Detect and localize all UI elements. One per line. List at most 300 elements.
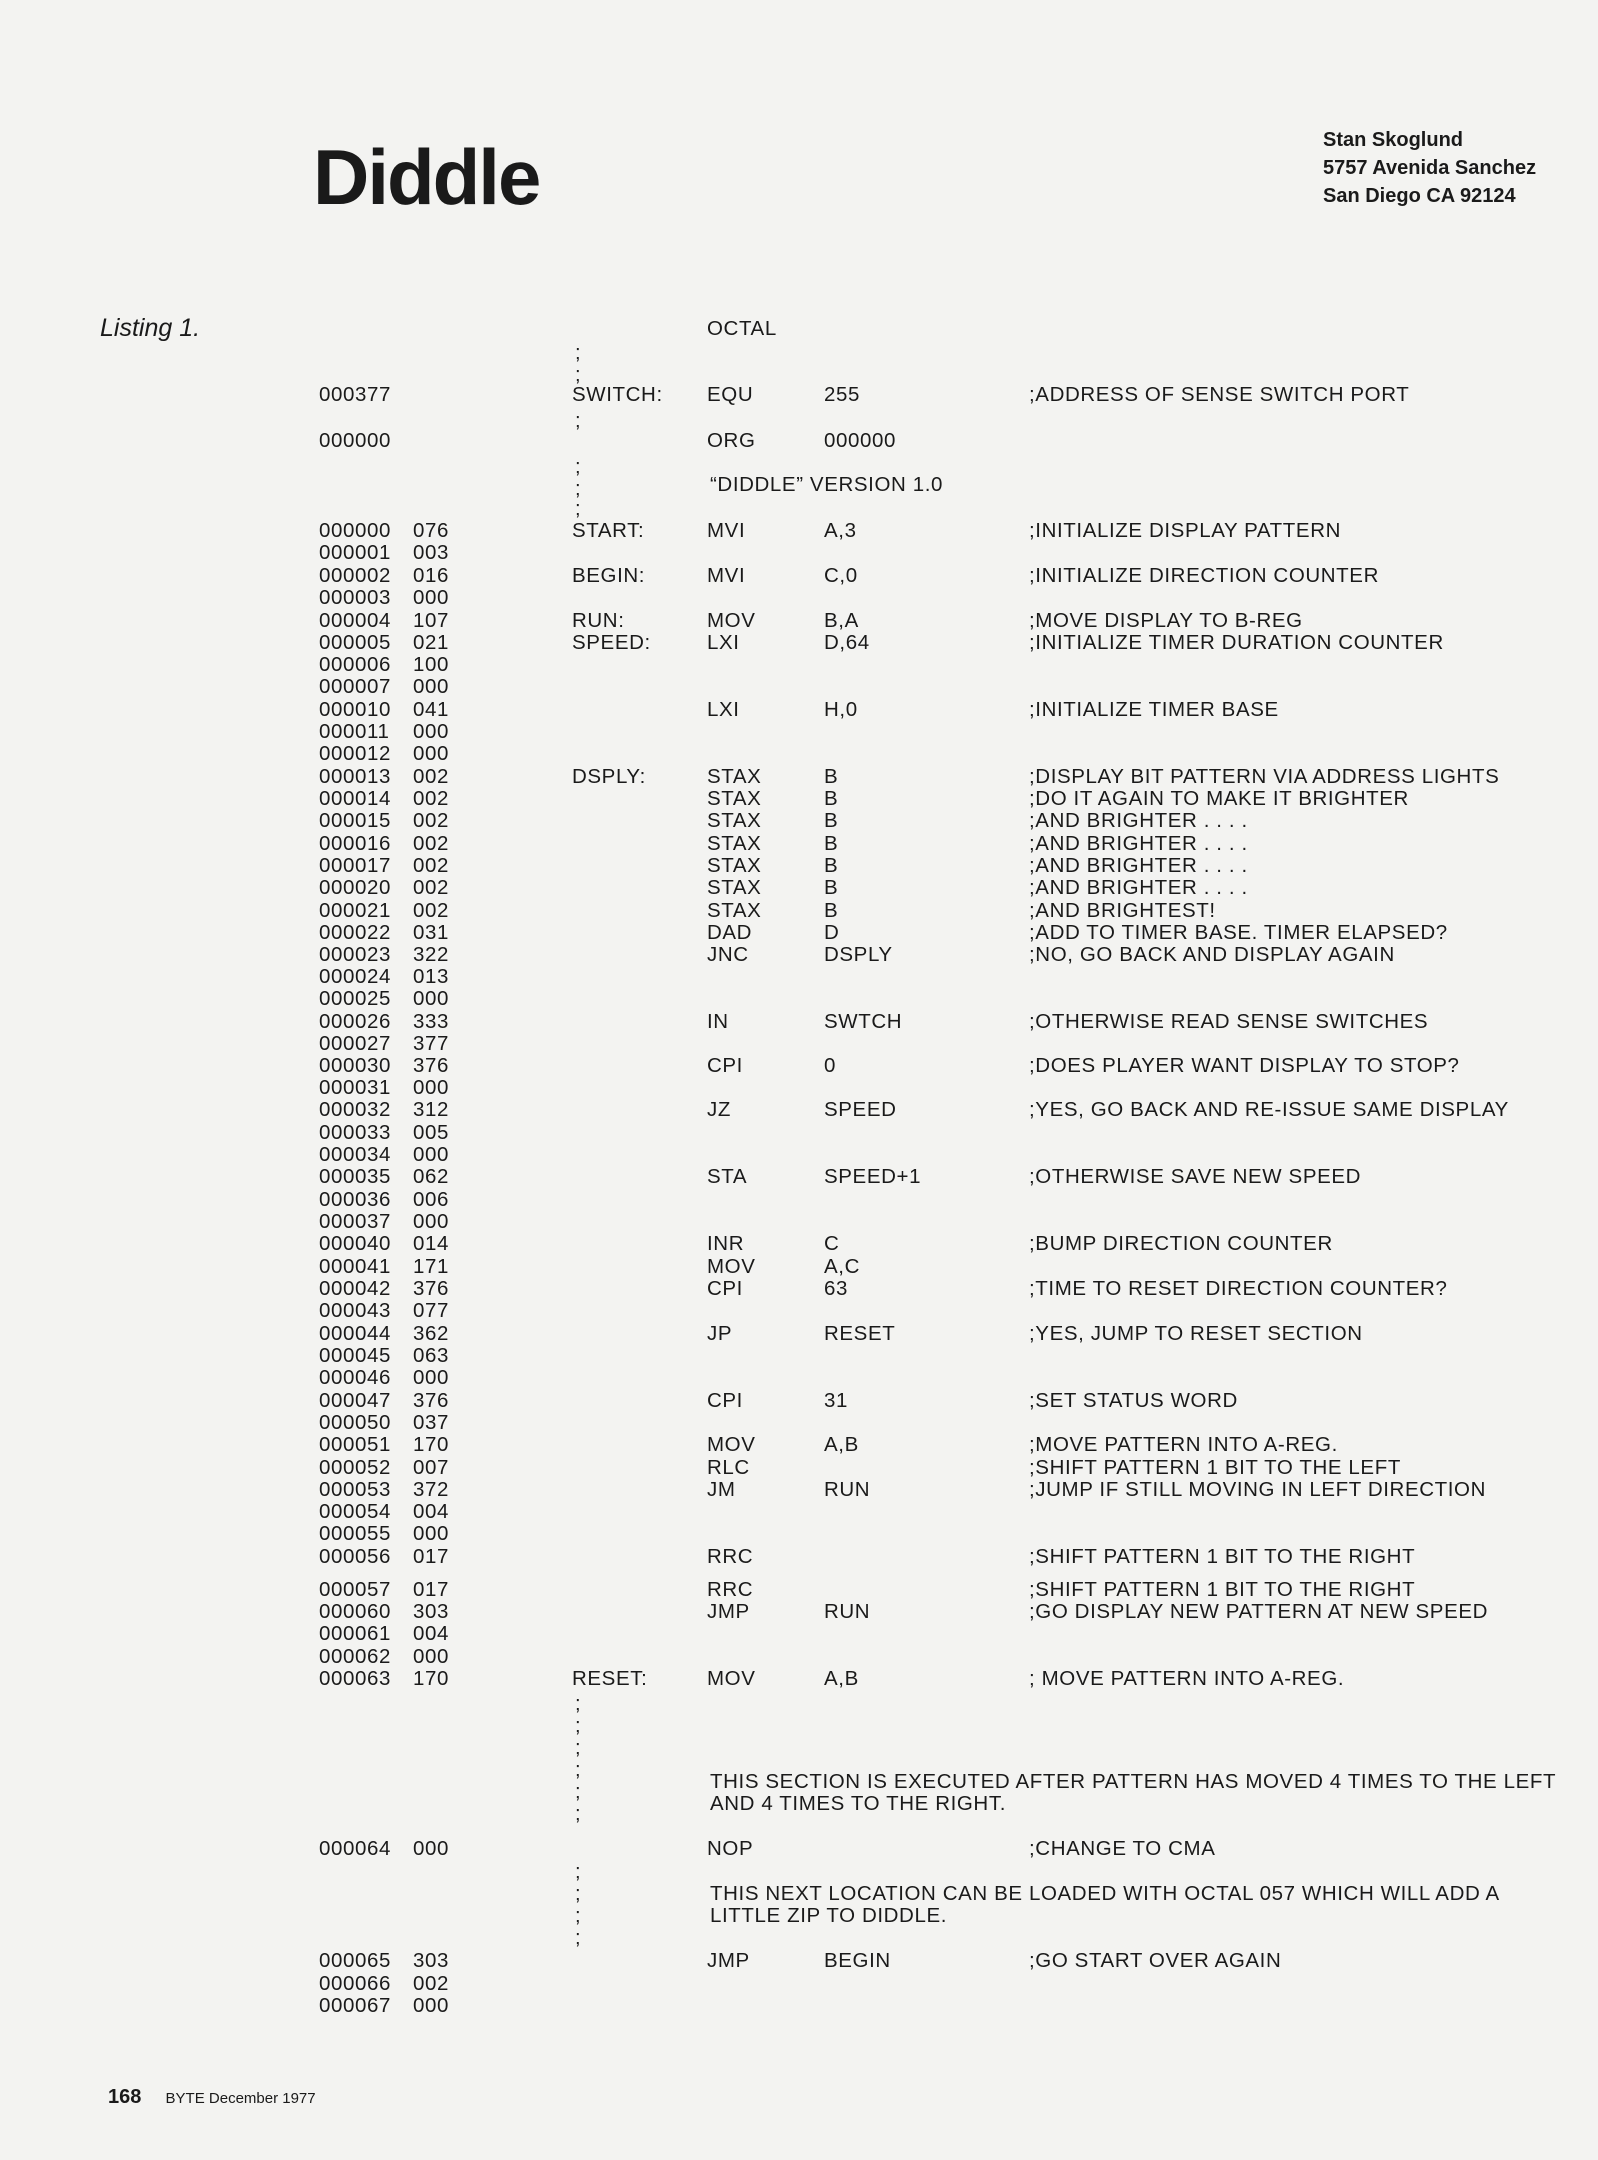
octal-code: 322: [413, 943, 450, 966]
address: 000033: [319, 1121, 392, 1144]
comment-marker: ;: [575, 1737, 581, 1759]
operand: C,0: [824, 564, 858, 587]
opcode: STAX: [707, 787, 762, 810]
comment: ;YES, GO BACK AND RE-ISSUE SAME DISPLAY: [1029, 1098, 1509, 1121]
address: 000061: [319, 1622, 392, 1645]
octal-code: 000: [413, 1210, 450, 1233]
octal-code: 000: [413, 1366, 450, 1389]
comment: ;INITIALIZE TIMER BASE: [1029, 698, 1279, 721]
comment-marker: ;: [575, 1803, 581, 1825]
octal-code: 002: [413, 854, 450, 877]
octal-code: 000: [413, 1645, 450, 1668]
operand: SWTCH: [824, 1010, 903, 1033]
address: 000017: [319, 854, 392, 877]
operand: SPEED+1: [824, 1165, 922, 1188]
operand: 31: [824, 1389, 849, 1412]
address: 000003: [319, 586, 392, 609]
operand: B: [824, 809, 839, 832]
comment: ;AND BRIGHTER . . . .: [1029, 876, 1248, 899]
address: 000040: [319, 1232, 392, 1255]
listing-line: [0, 721, 1598, 743]
listing-line: [0, 1950, 1598, 1972]
author-city: San Diego CA 92124: [1323, 185, 1516, 207]
address: 000042: [319, 1277, 392, 1300]
listing-line: [0, 833, 1598, 855]
opcode: STAX: [707, 832, 762, 855]
operand: 255: [824, 383, 861, 406]
address: 000057: [319, 1578, 392, 1601]
label: SWITCH:: [572, 383, 663, 406]
operand: 000000: [824, 429, 897, 452]
listing-line: [0, 520, 1598, 542]
comment-marker: ;: [575, 410, 581, 432]
label: DSPLY:: [572, 765, 646, 788]
octal-code: 002: [413, 876, 450, 899]
listing-line: [0, 788, 1598, 810]
address: 000015: [319, 809, 392, 832]
octal-code: 002: [413, 787, 450, 810]
comment: ;AND BRIGHTER . . . .: [1029, 809, 1248, 832]
operand: BEGIN: [824, 1949, 891, 1972]
listing-line: [0, 1323, 1598, 1345]
comment: ;SHIFT PATTERN 1 BIT TO THE RIGHT: [1029, 1545, 1416, 1568]
octal-code: 107: [413, 609, 450, 632]
octal-code: 002: [413, 899, 450, 922]
article-title: Diddle: [313, 133, 540, 221]
listing-line: [0, 565, 1598, 587]
opcode: LXI: [707, 698, 740, 721]
address: 000022: [319, 921, 392, 944]
address: 000046: [319, 1366, 392, 1389]
octal-code: 016: [413, 564, 450, 587]
comment-marker: ;: [575, 498, 581, 520]
comment: ;INITIALIZE TIMER DURATION COUNTER: [1029, 631, 1444, 654]
address: 000031: [319, 1076, 392, 1099]
address: 000013: [319, 765, 392, 788]
octal-code: 000: [413, 742, 450, 765]
comment: ;AND BRIGHTEST!: [1029, 899, 1216, 922]
octal-code: 312: [413, 1098, 450, 1121]
listing-line: [0, 1345, 1598, 1367]
address: 000041: [319, 1255, 392, 1278]
listing-line: [0, 1189, 1598, 1211]
opcode: MOV: [707, 1255, 756, 1278]
address: 000027: [319, 1032, 392, 1055]
opcode: RLC: [707, 1456, 750, 1479]
address: 000377: [319, 383, 392, 406]
address: 000007: [319, 675, 392, 698]
address: 000050: [319, 1411, 392, 1434]
operand: B: [824, 832, 839, 855]
comment-marker: ;: [575, 1693, 581, 1715]
address: 000047: [319, 1389, 392, 1412]
listing-line: [0, 1601, 1598, 1623]
octal-code: 002: [413, 765, 450, 788]
listing-line: [0, 877, 1598, 899]
listing-line: [0, 1122, 1598, 1144]
octal-code: 171: [413, 1255, 450, 1278]
operand: B: [824, 854, 839, 877]
listing-line: [0, 1077, 1598, 1099]
listing-line: [0, 1838, 1598, 1860]
listing-line: [0, 1278, 1598, 1300]
address: 000024: [319, 965, 392, 988]
octal-code: 007: [413, 1456, 450, 1479]
opcode: CPI: [707, 1389, 743, 1412]
opcode: IN: [707, 1010, 729, 1033]
octal-code: 002: [413, 809, 450, 832]
address: 000006: [319, 653, 392, 676]
comment: ;SET STATUS WORD: [1029, 1389, 1238, 1412]
operand: C: [824, 1232, 840, 1255]
listing-line: [0, 1457, 1598, 1479]
comment-marker: ;: [575, 1927, 581, 1949]
author-name: Stan Skoglund: [1323, 129, 1463, 151]
octal-code: 014: [413, 1232, 450, 1255]
listing-caption: Listing 1.: [100, 314, 201, 342]
comment-marker: ;: [575, 1759, 581, 1781]
octal-code: 004: [413, 1500, 450, 1523]
octal-code: 170: [413, 1667, 450, 1690]
octal-code: 362: [413, 1322, 450, 1345]
address: 000052: [319, 1456, 392, 1479]
comment: ;MOVE PATTERN INTO A-REG.: [1029, 1433, 1338, 1456]
octal-code: 017: [413, 1578, 450, 1601]
address: 000002: [319, 564, 392, 587]
address: 000005: [319, 631, 392, 654]
opcode: MVI: [707, 564, 746, 587]
address: 000000: [319, 429, 392, 452]
opcode: STA: [707, 1165, 748, 1188]
comment-marker: ;: [575, 478, 581, 500]
listing-line: [0, 1055, 1598, 1077]
listing-line: [0, 1501, 1598, 1523]
page-footer: [108, 2086, 316, 2109]
octal-code: 372: [413, 1478, 450, 1501]
octal-code: 002: [413, 1972, 450, 1995]
address: 000056: [319, 1545, 392, 1568]
opcode: DAD: [707, 921, 753, 944]
address: 000026: [319, 1010, 392, 1033]
listing-line: [0, 1973, 1598, 1995]
listing-line: [0, 944, 1598, 966]
listing-line: [0, 966, 1598, 988]
octal-code: 063: [413, 1344, 450, 1367]
comment: ;SHIFT PATTERN 1 BIT TO THE RIGHT: [1029, 1578, 1416, 1601]
comment-marker: ;: [575, 1781, 581, 1803]
octal-directive: OCTAL: [707, 317, 777, 340]
octal-code: 041: [413, 698, 450, 721]
listing-line: [0, 766, 1598, 788]
opcode: STAX: [707, 854, 762, 877]
comment: ;TIME TO RESET DIRECTION COUNTER?: [1029, 1277, 1448, 1300]
octal-code: 077: [413, 1299, 450, 1322]
operand: B: [824, 876, 839, 899]
listing-line: [0, 384, 1598, 406]
octal-code: 303: [413, 1949, 450, 1972]
operand: 63: [824, 1277, 849, 1300]
comment-marker: ;: [575, 364, 581, 386]
label: START:: [572, 519, 645, 542]
operand: A,B: [824, 1667, 859, 1690]
comment: ;DOES PLAYER WANT DISPLAY TO STOP?: [1029, 1054, 1460, 1077]
address: 000016: [319, 832, 392, 855]
operand: B: [824, 899, 839, 922]
listing-line: [0, 1646, 1598, 1668]
opcode: MVI: [707, 519, 746, 542]
operand: A,C: [824, 1255, 860, 1278]
listing-line: [0, 1434, 1598, 1456]
address: 000030: [319, 1054, 392, 1077]
octal-code: 100: [413, 653, 450, 676]
label: RESET:: [572, 1667, 648, 1690]
octal-code: 076: [413, 519, 450, 542]
listing-line: [0, 1412, 1598, 1434]
zip-note: THIS NEXT LOCATION CAN BE LOADED WITH OCTAL 057 WHICH WILL ADD A LITTLE ZIP TO DIDDLE.: [710, 1882, 1499, 1928]
operand: B: [824, 787, 839, 810]
octal-code: 376: [413, 1277, 450, 1300]
octal-code: 000: [413, 1143, 450, 1166]
comment-marker: ;: [575, 456, 581, 478]
operand: B: [824, 765, 839, 788]
octal-code: 377: [413, 1032, 450, 1055]
octal-code: 000: [413, 1994, 450, 2017]
opcode: JNC: [707, 943, 749, 966]
listing-line: [0, 1300, 1598, 1322]
opcode: JMP: [707, 1949, 750, 1972]
listing-line: [0, 1546, 1598, 1568]
comment: ;OTHERWISE SAVE NEW SPEED: [1029, 1165, 1362, 1188]
octal-code: 000: [413, 586, 450, 609]
operand: D: [824, 921, 840, 944]
listing-line: [0, 1995, 1598, 2017]
comment-marker: ;: [575, 1715, 581, 1737]
comment-marker: ;: [575, 1883, 581, 1905]
address: 000035: [319, 1165, 392, 1188]
comment: ;GO DISPLAY NEW PATTERN AT NEW SPEED: [1029, 1600, 1489, 1623]
address: 000020: [319, 876, 392, 899]
publication-info: BYTE December 1977: [165, 2090, 316, 2107]
listing-line: [0, 632, 1598, 654]
opcode: JMP: [707, 1600, 750, 1623]
opcode: LXI: [707, 631, 740, 654]
address: 000067: [319, 1994, 392, 2017]
operand: 0: [824, 1054, 837, 1077]
address: 000066: [319, 1972, 392, 1995]
listing-line: [0, 1211, 1598, 1233]
opcode: RRC: [707, 1578, 754, 1601]
listing-line: [0, 1166, 1598, 1188]
listing-line: [0, 810, 1598, 832]
comment: ;ADDRESS OF SENSE SWITCH PORT: [1029, 383, 1410, 406]
address: 000055: [319, 1522, 392, 1545]
octal-code: 000: [413, 987, 450, 1010]
opcode: STAX: [707, 765, 762, 788]
opcode: STAX: [707, 899, 762, 922]
listing-line: [0, 654, 1598, 676]
listing-line: [0, 610, 1598, 632]
octal-code: 037: [413, 1411, 450, 1434]
page-number: 168: [108, 2086, 142, 2108]
address: 000062: [319, 1645, 392, 1668]
octal-code: 000: [413, 675, 450, 698]
listing-line: [0, 1099, 1598, 1121]
octal-code: 017: [413, 1545, 450, 1568]
octal-code: 333: [413, 1010, 450, 1033]
listing-line: [0, 1033, 1598, 1055]
section-note: THIS SECTION IS EXECUTED AFTER PATTERN HAS MOVED 4 TIMES TO THE LEFT AND 4 TIMES TO THE RIGHT.: [710, 1770, 1556, 1816]
label: RUN:: [572, 609, 625, 632]
comment: ;NO, GO BACK AND DISPLAY AGAIN: [1029, 943, 1395, 966]
octal-code: 000: [413, 1076, 450, 1099]
address: 000060: [319, 1600, 392, 1623]
listing-line: [0, 430, 1598, 452]
address: 000053: [319, 1478, 392, 1501]
listing-line: [0, 1367, 1598, 1389]
address: 000012: [319, 742, 392, 765]
opcode: ORG: [707, 429, 756, 452]
address: 000034: [319, 1143, 392, 1166]
address: 000065: [319, 1949, 392, 1972]
comment: ;AND BRIGHTER . . . .: [1029, 854, 1248, 877]
operand: A,B: [824, 1433, 859, 1456]
author-street: 5757 Avenida Sanchez: [1323, 157, 1537, 179]
comment: ;DO IT AGAIN TO MAKE IT BRIGHTER: [1029, 787, 1409, 810]
address: 000001: [319, 541, 392, 564]
label: SPEED:: [572, 631, 651, 654]
comment-marker: ;: [575, 342, 581, 364]
address: 000000: [319, 519, 392, 542]
comment: ;INITIALIZE DISPLAY PATTERN: [1029, 519, 1341, 542]
comment: ;OTHERWISE READ SENSE SWITCHES: [1029, 1010, 1429, 1033]
listing-line: [0, 1668, 1598, 1690]
opcode: CPI: [707, 1277, 743, 1300]
opcode: JZ: [707, 1098, 731, 1121]
address: 000021: [319, 899, 392, 922]
opcode: RRC: [707, 1545, 754, 1568]
comment: ;INITIALIZE DIRECTION COUNTER: [1029, 564, 1379, 587]
octal-code: 003: [413, 541, 450, 564]
octal-code: 005: [413, 1121, 450, 1144]
comment: ;BUMP DIRECTION COUNTER: [1029, 1232, 1333, 1255]
listing-line: [0, 1256, 1598, 1278]
address: 000032: [319, 1098, 392, 1121]
address: 000037: [319, 1210, 392, 1233]
opcode: INR: [707, 1232, 745, 1255]
listing-line: [0, 900, 1598, 922]
listing-line: [0, 1579, 1598, 1601]
opcode: NOP: [707, 1837, 754, 1860]
address: 000054: [319, 1500, 392, 1523]
address: 000025: [319, 987, 392, 1010]
octal-code: 031: [413, 921, 450, 944]
listing-line: [0, 542, 1598, 564]
address: 000004: [319, 609, 392, 632]
opcode: MOV: [707, 1433, 756, 1456]
opcode: STAX: [707, 876, 762, 899]
address: 000043: [319, 1299, 392, 1322]
operand: RUN: [824, 1600, 871, 1623]
octal-code: 006: [413, 1188, 450, 1211]
listing-line: [0, 699, 1598, 721]
operand: RESET: [824, 1322, 896, 1345]
listing-line: [0, 855, 1598, 877]
octal-code: 021: [413, 631, 450, 654]
label: BEGIN:: [572, 564, 646, 587]
opcode: CPI: [707, 1054, 743, 1077]
opcode: MOV: [707, 1667, 756, 1690]
octal-directive-row: [0, 318, 1598, 340]
version-line: “DIDDLE” VERSION 1.0: [710, 473, 943, 496]
octal-code: 062: [413, 1165, 450, 1188]
listing-line: [0, 1144, 1598, 1166]
octal-code: 004: [413, 1622, 450, 1645]
comment: ;YES, JUMP TO RESET SECTION: [1029, 1322, 1363, 1345]
comment: ;DISPLAY BIT PATTERN VIA ADDRESS LIGHTS: [1029, 765, 1500, 788]
listing-line: [0, 1523, 1598, 1545]
listing-line: [0, 1011, 1598, 1033]
operand: DSPLY: [824, 943, 893, 966]
address: 000023: [319, 943, 392, 966]
comment: ;ADD TO TIMER BASE. TIMER ELAPSED?: [1029, 921, 1448, 944]
comment: ; MOVE PATTERN INTO A-REG.: [1029, 1667, 1345, 1690]
comment: ;SHIFT PATTERN 1 BIT TO THE LEFT: [1029, 1456, 1401, 1479]
address: 000045: [319, 1344, 392, 1367]
address: 000063: [319, 1667, 392, 1690]
listing-line: [0, 743, 1598, 765]
listing-line: [0, 1233, 1598, 1255]
operand: D,64: [824, 631, 870, 654]
octal-code: 376: [413, 1389, 450, 1412]
comment: ;AND BRIGHTER . . . .: [1029, 832, 1248, 855]
address: 000044: [319, 1322, 392, 1345]
listing-line: [0, 1390, 1598, 1412]
comment: ;GO START OVER AGAIN: [1029, 1949, 1282, 1972]
octal-code: 303: [413, 1600, 450, 1623]
address: 000051: [319, 1433, 392, 1456]
octal-code: 002: [413, 832, 450, 855]
listing-line: [0, 676, 1598, 698]
comment: ;JUMP IF STILL MOVING IN LEFT DIRECTION: [1029, 1478, 1486, 1501]
comment: ;MOVE DISPLAY TO B-REG: [1029, 609, 1303, 632]
octal-code: 170: [413, 1433, 450, 1456]
operand: A,3: [824, 519, 857, 542]
address: 000036: [319, 1188, 392, 1211]
operand: H,0: [824, 698, 858, 721]
listing-line: [0, 922, 1598, 944]
operand: RUN: [824, 1478, 871, 1501]
opcode: JM: [707, 1478, 736, 1501]
listing-line: [0, 1479, 1598, 1501]
octal-code: 000: [413, 720, 450, 743]
comment-marker: ;: [575, 1905, 581, 1927]
opcode: EQU: [707, 383, 754, 406]
octal-code: 376: [413, 1054, 450, 1077]
octal-code: 000: [413, 1837, 450, 1860]
listing-line: [0, 1623, 1598, 1645]
comment-marker: ;: [575, 1861, 581, 1883]
opcode: STAX: [707, 809, 762, 832]
address: 000011: [319, 720, 390, 743]
operand: B,A: [824, 609, 859, 632]
opcode: JP: [707, 1322, 733, 1345]
comment: ;CHANGE TO CMA: [1029, 1837, 1216, 1860]
listing-line: [0, 988, 1598, 1010]
octal-code: 000: [413, 1522, 450, 1545]
address: 000064: [319, 1837, 392, 1860]
address: 000010: [319, 698, 392, 721]
opcode: MOV: [707, 609, 756, 632]
